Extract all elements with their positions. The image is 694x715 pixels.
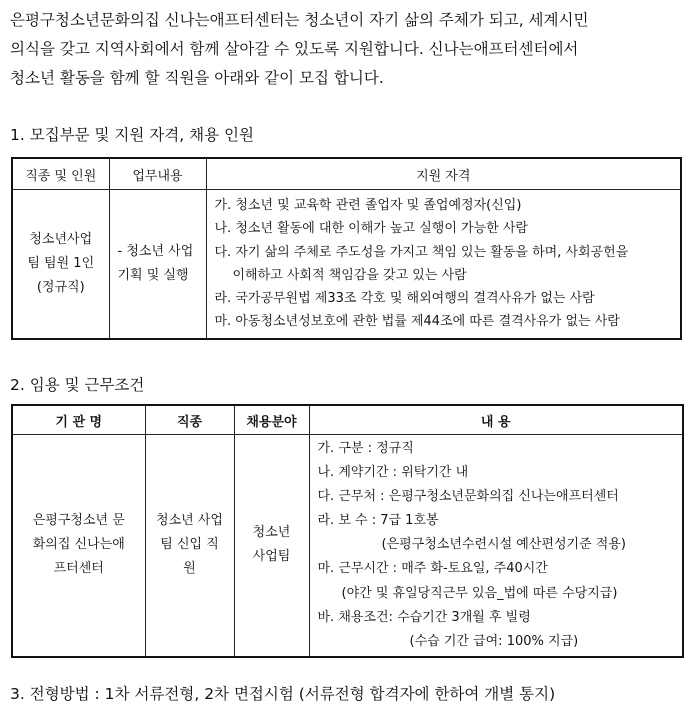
content-item: (은평구청소년수련시설 예산편성기준 적용) (381, 537, 626, 553)
header-org: 기 관 명 (12, 405, 145, 435)
section-1-heading: 1. 모집부문 및 지원 자격, 채용 인원 (10, 126, 254, 144)
section-2-heading: 2. 임용 및 근무조건 (10, 376, 145, 394)
qualification-item: 가. 청소년 및 교육학 관련 졸업자 및 졸업예정자(신입) (214, 198, 522, 213)
content-item: 바. 채용조건: 수습기간 3개월 후 빌령 (317, 609, 531, 625)
qualification-item: 라. 국가공무원법 제33조 각호 및 해외여행의 결격사유가 없는 사람 (214, 291, 595, 307)
header-field: 채용분야 (234, 405, 309, 435)
job-cell: 청소년 사업팀 신입 직원 (145, 435, 234, 657)
content-item: 나. 계약기간 : 위탁기간 내 (317, 465, 469, 481)
org-cell: 은평구청소년 문화의집 신나는애프터센터 (12, 435, 145, 657)
intro-line-1: 은평구청소년문화의집 신나는애프터센터는 청소년이 자기 삶의 주체가 되고, 세계시민 (10, 11, 589, 29)
header-content: 내 용 (309, 405, 683, 435)
content-item: 마. 근무시간 : 매주 화-토요일, 주40시간 (317, 561, 548, 577)
qualification-cell (206, 190, 681, 339)
field-cell: 청소년 사업팀 (234, 435, 309, 657)
content-cell (309, 435, 683, 657)
intro-line-2: 의식을 갖고 지역사회에서 함께 살아갈 수 있도록 지원합니다. 신나는애프터센터에서 (10, 40, 579, 58)
qualification-item: 마. 아동청소년성보호에 관한 법률 제44조에 따른 결격사유가 없는 사람 (214, 314, 620, 330)
intro-paragraph (10, 6, 686, 93)
content-item: 가. 구분 : 정규직 (317, 441, 414, 456)
header-job: 직종 및 인원 (12, 158, 109, 190)
content-item: 다. 근무처 : 은평구청소년문화의집 신나는애프터센터 (317, 489, 619, 505)
qualification-item: 나. 청소년 활동에 대한 이해가 높고 실행이 가능한 사람 (214, 221, 528, 237)
header-qualification: 지원 자격 (206, 158, 681, 190)
section-3-heading: 3. 전형방법 : 1차 서류전형, 2차 면접시험 (서류전형 합격자에 한하여 개별 통지) (10, 685, 556, 703)
duty-cell: - 청소년 사업 기획 및 실행 (109, 190, 206, 339)
qualification-item: 다. 자기 삶의 주체로 주도성을 가지고 책임 있는 활동을 하며, 사회공헌을 (214, 244, 629, 260)
conditions-table (11, 404, 684, 658)
content-item: (수습 기간 급여: 100% 지급) (409, 633, 579, 649)
content-item: (야간 및 휴일당직근무 있음_법에 따른 수당지급) (341, 585, 618, 601)
header-duty: 업무내용 (109, 158, 206, 190)
header-job: 직종 (145, 405, 234, 435)
content-item: 라. 보 수 : 7급 1호봉 (317, 513, 439, 529)
intro-line-3: 청소년 활동을 함께 할 직원을 아래와 같이 모집 합니다. (10, 69, 384, 87)
job-cell: 청소년사업팀 팀원 1인 (정규직) (12, 190, 109, 339)
qualification-item: 이해하고 사회적 책임감을 갖고 있는 사람 (232, 267, 467, 283)
recruitment-table (11, 157, 682, 340)
